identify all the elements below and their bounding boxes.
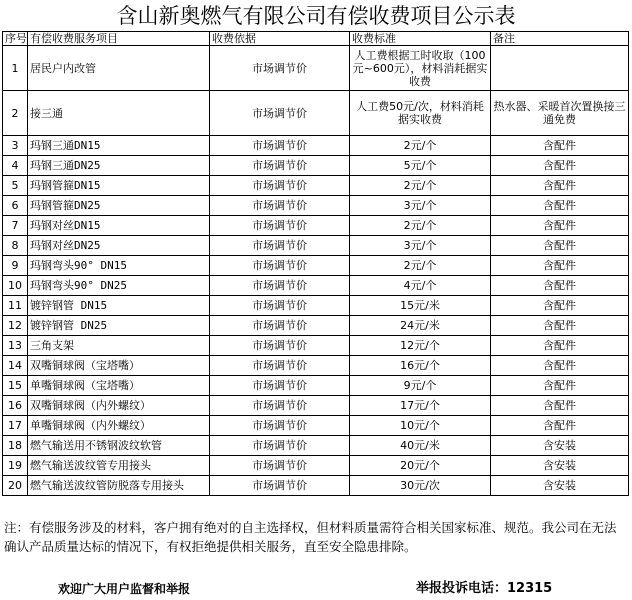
row-standard: 2元/个 [350, 176, 491, 196]
row-note: 含配件 [491, 316, 629, 336]
table-row [3, 256, 629, 276]
row-standard: 16元/个 [350, 356, 491, 376]
row-basis: 市场调节价 [210, 356, 350, 376]
hotline-text: 举报投诉电话：12315 [416, 581, 553, 596]
row-item: 居民户内改管 [28, 46, 210, 91]
row-standard: 2元/个 [350, 256, 491, 276]
row-standard: 15元/米 [350, 296, 491, 316]
table-row [3, 156, 629, 176]
row-item: 玛钢对丝DN15 [28, 216, 210, 236]
row-standard: 12元/个 [350, 336, 491, 356]
table-row [3, 136, 629, 156]
row-standard: 4元/个 [350, 276, 491, 296]
row-item: 单嘴铜球阀（内外螺纹） [28, 416, 210, 436]
row-number: 4 [3, 156, 28, 176]
page-title: 含山新奥燃气有限公司有偿收费项目公示表 [116, 4, 516, 28]
table-row [3, 476, 629, 496]
row-standard: 24元/米 [350, 316, 491, 336]
row-item: 燃气输送波纹管专用接头 [28, 456, 210, 476]
row-basis: 市场调节价 [210, 336, 350, 356]
table-row [3, 396, 629, 416]
row-note: 含配件 [491, 156, 629, 176]
row-item: 单嘴铜球阀（宝塔嘴） [28, 376, 210, 396]
table-row [3, 376, 629, 396]
row-number: 20 [3, 476, 28, 496]
row-item: 镀锌钢管 DN25 [28, 316, 210, 336]
row-note: 含配件 [491, 296, 629, 316]
row-basis: 市场调节价 [210, 276, 350, 296]
row-standard: 人工费根据工时收取（100元~600元），材料消耗据实收费 [350, 46, 491, 91]
row-basis: 市场调节价 [210, 196, 350, 216]
row-note: 含配件 [491, 236, 629, 256]
row-standard: 17元/个 [350, 396, 491, 416]
row-standard: 3元/个 [350, 196, 491, 216]
header-basis: 收费依据 [210, 32, 350, 46]
row-item: 燃气输送波纹管防脱落专用接头 [28, 476, 210, 496]
row-basis: 市场调节价 [210, 176, 350, 196]
row-number: 9 [3, 256, 28, 276]
row-note [491, 46, 629, 91]
table-row [3, 336, 629, 356]
row-number: 17 [3, 416, 28, 436]
row-note: 含安装 [491, 456, 629, 476]
row-basis: 市场调节价 [210, 416, 350, 436]
row-basis: 市场调节价 [210, 456, 350, 476]
row-number: 12 [3, 316, 28, 336]
row-number: 6 [3, 196, 28, 216]
row-note: 含配件 [491, 376, 629, 396]
row-item: 接三通 [28, 91, 210, 136]
row-note: 含配件 [491, 396, 629, 416]
row-standard: 2元/个 [350, 136, 491, 156]
row-number: 10 [3, 276, 28, 296]
row-basis: 市场调节价 [210, 136, 350, 156]
table-row [3, 176, 629, 196]
row-item: 玛钢三通DN25 [28, 156, 210, 176]
table-row [3, 456, 629, 476]
row-basis: 市场调节价 [210, 316, 350, 336]
row-item: 三角支架 [28, 336, 210, 356]
row-number: 15 [3, 376, 28, 396]
row-standard: 40元/米 [350, 436, 491, 456]
table-body [3, 46, 629, 496]
row-number: 11 [3, 296, 28, 316]
table-header-row [3, 32, 629, 46]
row-basis: 市场调节价 [210, 376, 350, 396]
row-note: 含配件 [491, 176, 629, 196]
row-number: 13 [3, 336, 28, 356]
row-basis: 市场调节价 [210, 91, 350, 136]
header-note: 备注 [491, 32, 629, 46]
row-standard: 人工费50元/次，材料消耗据实收费 [350, 91, 491, 136]
table-row [3, 436, 629, 456]
row-number: 8 [3, 236, 28, 256]
row-standard: 20元/个 [350, 456, 491, 476]
row-number: 14 [3, 356, 28, 376]
row-basis: 市场调节价 [210, 46, 350, 91]
row-number: 1 [3, 46, 28, 91]
row-note: 含配件 [491, 196, 629, 216]
welcome-text: 欢迎广大用户监督和举报 [58, 582, 191, 596]
header-num: 序号 [3, 32, 28, 46]
row-item: 玛钢弯头90° DN25 [28, 276, 210, 296]
table-row [3, 196, 629, 216]
row-standard: 5元/个 [350, 156, 491, 176]
table-row [3, 216, 629, 236]
header-standard: 收费标准 [350, 32, 491, 46]
row-note: 含配件 [491, 136, 629, 156]
row-note: 含配件 [491, 276, 629, 296]
table-row [3, 316, 629, 336]
row-number: 19 [3, 456, 28, 476]
row-item: 玛钢管箍DN15 [28, 176, 210, 196]
row-basis: 市场调节价 [210, 396, 350, 416]
row-item: 双嘴铜球阀（内外螺纹） [28, 396, 210, 416]
row-basis: 市场调节价 [210, 156, 350, 176]
row-standard: 2元/个 [350, 216, 491, 236]
row-basis: 市场调节价 [210, 256, 350, 276]
row-note: 含配件 [491, 416, 629, 436]
row-number: 3 [3, 136, 28, 156]
row-item: 玛钢三通DN15 [28, 136, 210, 156]
row-standard: 9元/个 [350, 376, 491, 396]
fee-table [2, 31, 629, 496]
row-item: 燃气输送用不锈钢波纹软管 [28, 436, 210, 456]
row-number: 18 [3, 436, 28, 456]
header-item: 有偿收费服务项目 [28, 32, 210, 46]
row-standard: 3元/个 [350, 236, 491, 256]
row-number: 7 [3, 216, 28, 236]
row-note: 含配件 [491, 216, 629, 236]
row-item: 玛钢对丝DN25 [28, 236, 210, 256]
row-note: 含安装 [491, 476, 629, 496]
row-basis: 市场调节价 [210, 296, 350, 316]
row-standard: 10元/个 [350, 416, 491, 436]
row-basis: 市场调节价 [210, 436, 350, 456]
table-row [3, 91, 629, 136]
row-item: 双嘴铜球阀（宝塔嘴） [28, 356, 210, 376]
row-number: 16 [3, 396, 28, 416]
disclaimer-note: 注：有偿服务涉及的材料，客户拥有绝对的自主选择权，但材料质量需符合相关国家标准、规范。我公司在无法确认产品质量达标的情况下，有权拒绝提供相关服务，直至安全隐患排除。 [4, 520, 617, 554]
row-item: 玛钢弯头90° DN15 [28, 256, 210, 276]
row-note: 含配件 [491, 356, 629, 376]
row-basis: 市场调节价 [210, 236, 350, 256]
row-basis: 市场调节价 [210, 476, 350, 496]
row-standard: 30元/次 [350, 476, 491, 496]
row-number: 5 [3, 176, 28, 196]
row-basis: 市场调节价 [210, 216, 350, 236]
table-row [3, 356, 629, 376]
row-note: 热水器、采暖首次置换接三通免费 [491, 91, 629, 136]
row-note: 含配件 [491, 256, 629, 276]
table-row [3, 46, 629, 91]
row-note: 含配件 [491, 336, 629, 356]
row-item: 玛钢管箍DN25 [28, 196, 210, 216]
table-row [3, 276, 629, 296]
table-row [3, 416, 629, 436]
table-row [3, 236, 629, 256]
row-item: 镀锌钢管 DN15 [28, 296, 210, 316]
row-note: 含安装 [491, 436, 629, 456]
table-row [3, 296, 629, 316]
row-number: 2 [3, 91, 28, 136]
